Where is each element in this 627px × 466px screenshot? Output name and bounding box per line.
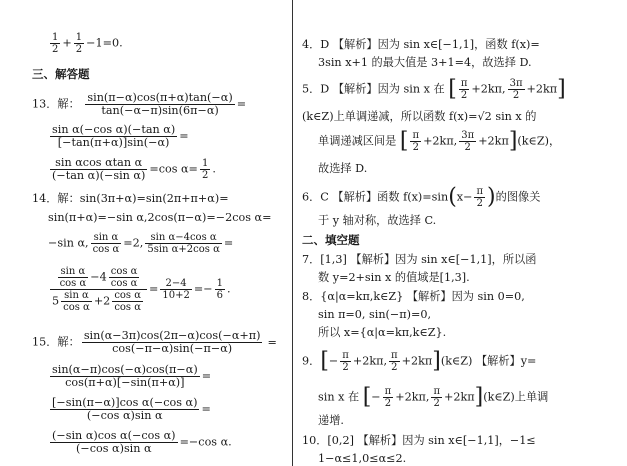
answer-7-line2: 数 y=2+sin x 的值域是[1,3]. <box>318 271 470 284</box>
answer-4-line2: 3sin x+1 的最大值是 3+1=4，故选择 D. <box>318 56 532 69</box>
problem-14-compound-fraction: $\frac{\text{sin α}}{\text{cos α}}$ −4 $\frac{\text{cos α}}{\text{cos α}}$ 5 $\frac{\text{sin α}}{\text{cos α}}$ +2 $\frac{\text{cos α}}{\text{cos α}}$ = $\frac{2-4}{10+2}$ =− $\frac{1}{6}$ . <box>52 266 231 313</box>
problem-15-line4: $\frac{\text{(−sin α)cos α(−cos α)}}{\text{(−cos α)sin α}}$ =−cos α. <box>52 429 232 455</box>
answer-8-line2: sin π=0, sin(−π)=0, <box>318 308 432 321</box>
answer-6-line2: 于 y 轴对称，故选择 C. <box>318 214 437 227</box>
problem-15-line3: $\frac{\text{[−sin(π−α)]cos α(−cos α)}}{\text{(−cos α)sin α}}$ = <box>52 396 211 422</box>
answer-7-line1: 7．[1,3] 【解析】因为 sin x∈[−1,1]，所以函 <box>302 253 537 266</box>
answer-9-line2: sin x 在 [− $\frac{\pi}{2}$ +2kπ, $\frac{\pi}{2}$ +2kπ](k∈Z)上单调 <box>318 384 549 410</box>
answer-5-line4: 故选择 D. <box>318 162 368 175</box>
answer-4-line1: 4．D 【解析】因为 sin x∈[−1,1]，函数 f(x)= <box>302 38 540 51</box>
answer-5-line1: 5．D 【解析】因为 sin x 在 [ $\frac{\pi}{2}$ +2kπ, $\frac{3\pi}{2}$ +2kπ] <box>302 76 566 102</box>
eq-fraction-sum: $\frac{1}{2}$ + $\frac{1}{2}$ −1=0. <box>52 32 123 55</box>
problem-14-line2: sin(π+α)=−sin α,2cos(π−α)=−2cos α= <box>48 211 272 224</box>
section-heading-answers: 三、解答题 <box>32 67 90 81</box>
problem-15-line2: $\frac{\sin(\alpha-\pi)\cos(-\alpha)\cos(\pi-\alpha)}{\cos(\pi+\alpha)[-\sin(\pi+\alpha)]}$ = <box>52 363 212 389</box>
answer-5-line3: 单调递减区间是 [ $\frac{\pi}{2}$ +2kπ, $\frac{3\pi}{2}$ +2kπ](k∈Z)， <box>318 128 561 154</box>
answer-5-line2: (k∈Z)上单调递减，所以函数 f(x)=√2 sin x 的 <box>302 110 537 123</box>
answer-10-line2: 1−α≤1,0≤α≤2. <box>318 452 407 465</box>
answer-9-line1: 9．[− $\frac{\pi}{2}$ +2kπ, $\frac{\pi}{2}$ +2kπ](k∈Z) 【解析】y= <box>302 348 537 374</box>
problem-14-line1: 14．解：sin(3π+α)=sin(2π+π+α)= <box>32 192 229 205</box>
problem-13-line1: 13．解： $\frac{\sin(\pi-\alpha)\cos(\pi+\alpha)\tan(-\alpha)}{\tan(-\alpha-\pi)\sin(6\pi-\alpha)}$ = <box>32 91 247 117</box>
right-column <box>298 0 627 466</box>
problem-13-line2: $\frac{\text{sin α(−cos α)(−tan α)}}{[-\tan(\pi+\alpha)]\sin(-\alpha)}$ = <box>52 123 189 149</box>
left-column <box>0 0 292 466</box>
problem-13-line3: $\frac{\text{sin αcos αtan α}}{\text{(−tan α)(−sin α)}}$ =cos α= $\frac{1}{2}$ . <box>52 156 216 182</box>
answer-8-line1: 8．{α|α=kπ,k∈Z} 【解析】因为 sin 0=0, <box>302 290 525 303</box>
problem-14-line3: −sin α, $\frac{\text{sin α}}{\text{cos α}}$ =2, $\frac{\text{sin α−4cos α}}{\text{5sin α+2cos α}}$ = <box>48 232 234 255</box>
answer-9-line3: 递增. <box>318 414 344 427</box>
problem-15-line1: 15．解： $\frac{\sin(\alpha-3\pi)\cos(2\pi-\alpha)\cos(-\alpha+\pi)}{\cos(-\pi-\alpha)\sin(-\pi-\alpha)}$ = <box>32 329 277 355</box>
section-heading-fill-blank: 二、填空题 <box>302 233 360 247</box>
answer-10-line1: 10．[0,2] 【解析】因为 sin x∈[−1,1]，−1≤ <box>302 434 536 447</box>
answer-8-line3: 所以 x={α|α=kπ,k∈Z}. <box>318 326 447 339</box>
answer-6-line1: 6．C 【解析】函数 f(x)=sin(x− $\frac{\pi}{2}$ )的图像关 <box>302 184 541 210</box>
column-divider <box>292 0 293 466</box>
